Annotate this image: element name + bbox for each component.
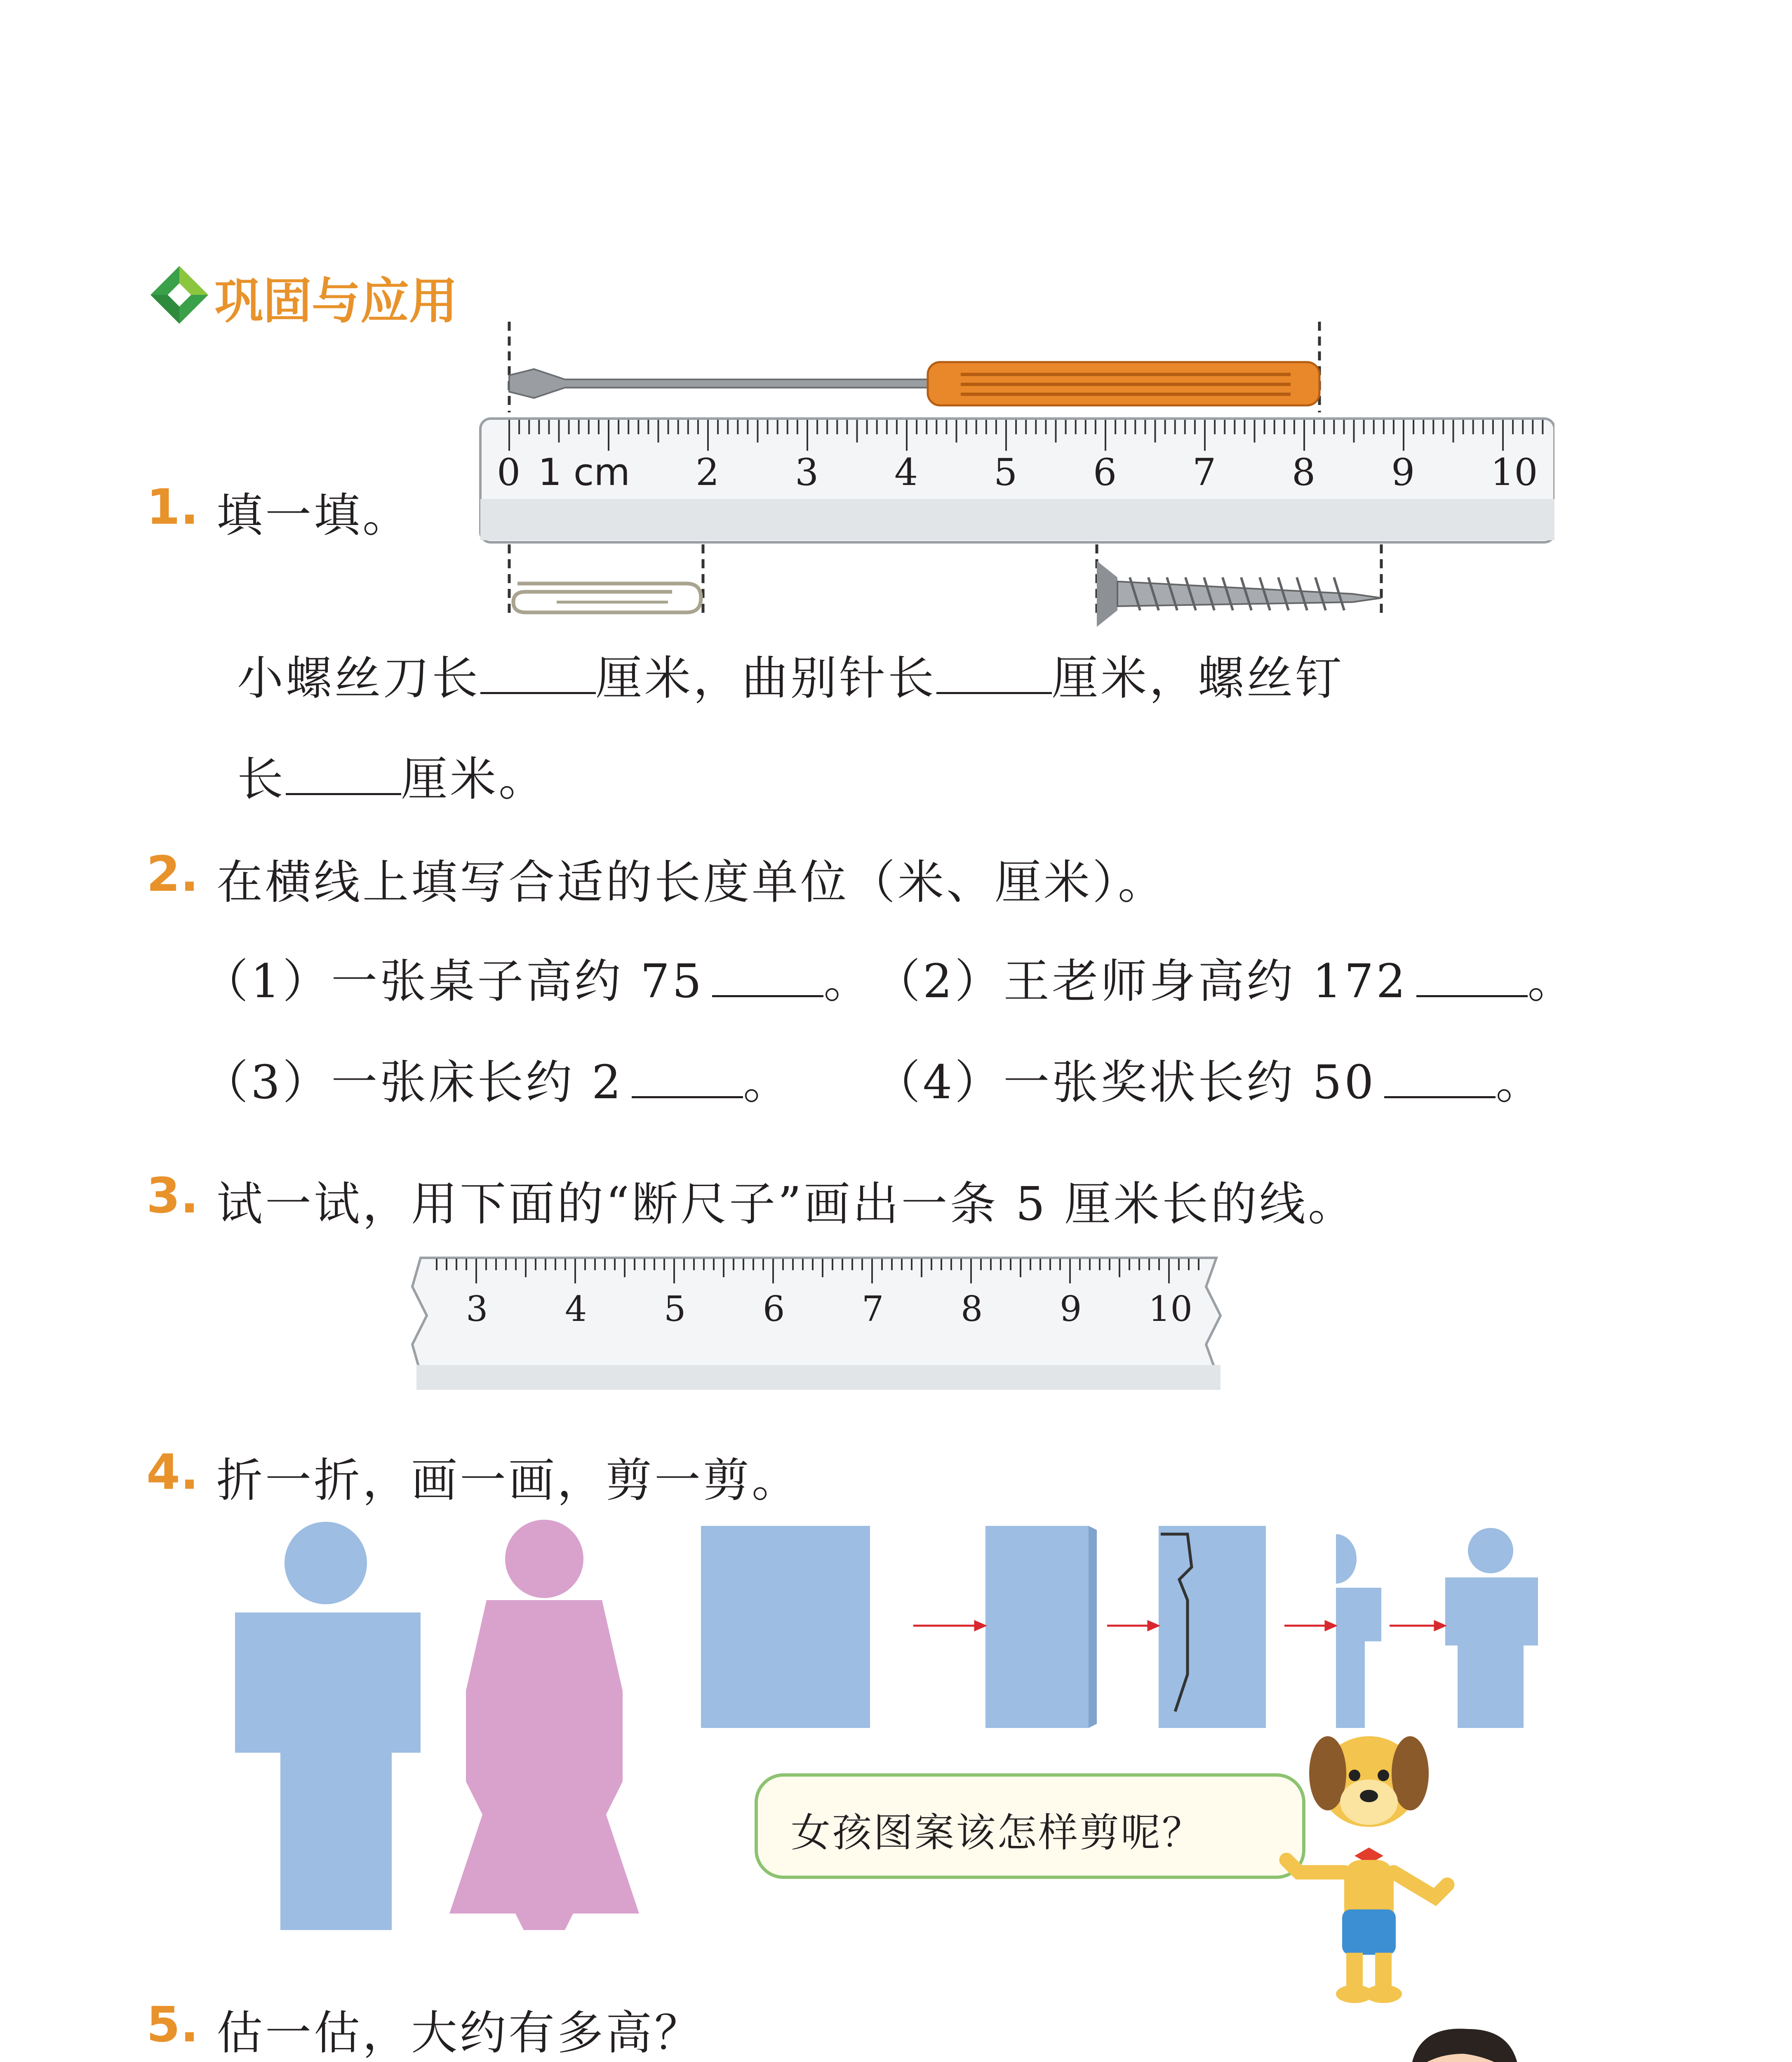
- ruler-tick-label: 8: [1292, 451, 1316, 494]
- ruler-tick-label: 2: [696, 451, 720, 494]
- folded-paper-icon: [985, 1526, 1097, 1728]
- q1-line1-part2: 厘米，曲别针长: [596, 652, 936, 705]
- final-figure-icon: [1445, 1528, 1538, 1728]
- screw-length-blank[interactable]: [286, 756, 401, 795]
- teacher-height-unit-blank[interactable]: [1416, 958, 1528, 997]
- q2-text: 在横线上填写合适的长度单位（米、厘米）。: [216, 856, 1166, 909]
- section-title: 巩固与应用: [214, 273, 458, 330]
- q1-line2-part1: 长: [237, 753, 286, 806]
- boy-figure-icon: [235, 1522, 421, 1930]
- q2-item-2: （2）王老师身高约 172 。: [874, 955, 1576, 1008]
- q2-item-1: （1）一张桌子高约 75 。: [202, 955, 872, 1008]
- q3-text: 试一试，用下面的“断尺子”画出一条 5 厘米长的线。: [216, 1177, 1357, 1231]
- ruler-tick-label: 3: [795, 451, 819, 494]
- q4-text: 折一折，画一画，剪一剪。: [216, 1454, 800, 1507]
- ruler-tick-label: 0: [497, 451, 521, 494]
- desk-height-unit-blank[interactable]: [712, 958, 823, 997]
- q2-item-3: （3）一张床长约 2 。: [202, 1056, 792, 1109]
- broken-ruler-tick-label: 3: [466, 1289, 488, 1329]
- drawn-paper-icon: [1159, 1526, 1266, 1728]
- half-figure-icon: [1336, 1534, 1381, 1728]
- q4-number: 4.: [146, 1443, 199, 1500]
- broken-ruler-tick-label: 7: [862, 1289, 884, 1329]
- diamond-section-icon: [148, 264, 210, 326]
- ruler-tick-label: 6: [1093, 451, 1117, 494]
- q5-number: 5.: [146, 1996, 199, 2053]
- paper-clip-icon: [513, 584, 701, 612]
- broken-ruler-tick-label: 8: [961, 1289, 983, 1329]
- q2-number: 2.: [146, 845, 199, 902]
- q1-line2-part2: 厘米。: [401, 753, 547, 806]
- q1-text: 填一填。: [216, 489, 411, 542]
- ruler-tick-label: 5: [994, 451, 1018, 494]
- dog-speech-text: 女孩图案该怎样剪呢？: [791, 1810, 1203, 1856]
- broken-ruler-tick-label: 9: [1060, 1289, 1082, 1329]
- broken-ruler-tick-label: 4: [565, 1289, 587, 1329]
- girl-figure-icon: [449, 1520, 639, 1930]
- screw-icon: [1097, 561, 1381, 627]
- q1-line1-part3: 厘米，螺丝钉: [1052, 652, 1344, 705]
- ruler-tick-label: 10: [1491, 451, 1538, 494]
- ruler-tick-label: 9: [1391, 451, 1415, 494]
- q1-line2: [237, 742, 547, 809]
- q1-line1-part1: 小螺丝刀长: [237, 652, 480, 705]
- screwdriver-length-blank[interactable]: [480, 655, 596, 694]
- q5-text: 估一估，大约有多高？: [216, 2006, 703, 2060]
- square-paper-icon: [701, 1526, 870, 1728]
- boy-mascot-icon: [1361, 2013, 1567, 2062]
- broken-ruler-tick-label: 6: [763, 1289, 785, 1329]
- q1-line1: [237, 641, 1344, 708]
- q1-number: 1.: [146, 478, 199, 535]
- paper-clip-length-blank[interactable]: [936, 655, 1052, 694]
- ruler-tick-label: 7: [1192, 451, 1216, 494]
- certificate-length-unit-blank[interactable]: [1384, 1059, 1496, 1098]
- bed-length-unit-blank[interactable]: [632, 1059, 743, 1098]
- screwdriver-icon: [509, 362, 1319, 405]
- broken-ruler-icon: [396, 1241, 1241, 1415]
- ruler-tick-label: 4: [894, 451, 918, 494]
- broken-ruler-tick-label: 10: [1148, 1289, 1192, 1329]
- q2-item-4: （4）一张奖状长约 50 。: [874, 1056, 1545, 1109]
- broken-ruler-tick-label: 5: [664, 1289, 686, 1329]
- dog-speech-bubble: [755, 1773, 1305, 1879]
- q3-number: 3.: [146, 1167, 199, 1224]
- ruler-cm-label: 1 cm: [538, 451, 630, 494]
- dog-mascot-icon: [1270, 1724, 1468, 2013]
